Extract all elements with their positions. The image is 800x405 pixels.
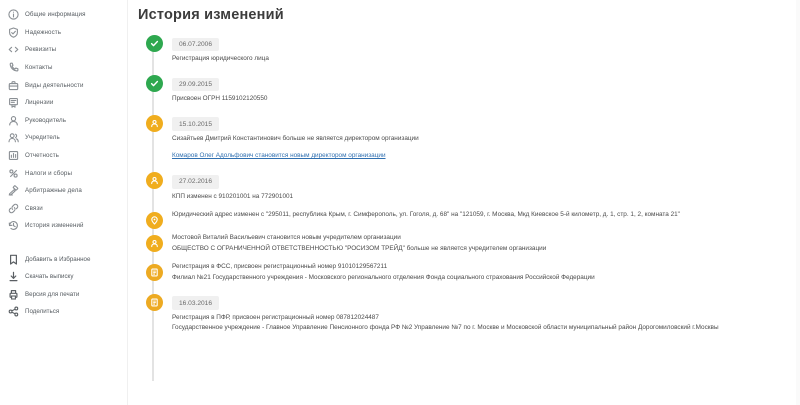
users-icon bbox=[8, 132, 19, 143]
percent-icon bbox=[8, 168, 19, 179]
sidebar-divider bbox=[4, 235, 127, 249]
sidebar-item-label: Руководитель bbox=[25, 116, 67, 124]
info-circle-icon bbox=[8, 9, 19, 20]
event-date: 16.03.2016 bbox=[172, 296, 219, 309]
event-text: ОБЩЕСТВО С ОГРАНИЧЕННОЙ ОТВЕТСТВЕННОСТЬЮ "РОСИЗОМ ТРЕЙД" больше не является учредителем организации bbox=[172, 244, 547, 252]
sidebar-item-6[interactable] bbox=[4, 94, 127, 112]
sidebar-item-9[interactable] bbox=[4, 147, 127, 165]
main-content bbox=[128, 0, 800, 405]
timeline-marker-person-icon bbox=[146, 115, 163, 132]
timeline-event bbox=[138, 170, 800, 209]
sidebar-item-label: Контакты bbox=[25, 64, 53, 72]
sidebar-item-label: Реквизиты bbox=[25, 46, 57, 54]
share-icon bbox=[8, 306, 19, 317]
sidebar-item-8[interactable] bbox=[4, 129, 127, 147]
change-history-timeline bbox=[128, 33, 800, 341]
event-body bbox=[172, 210, 800, 228]
printer-icon bbox=[8, 289, 19, 300]
sidebar-item-label: Общие информация bbox=[25, 11, 86, 19]
timeline-event bbox=[138, 292, 800, 341]
event-text: Мостовой Виталий Васильевич становится новым учредителем организации bbox=[172, 234, 401, 242]
timeline-marker-doc-icon bbox=[146, 294, 163, 311]
event-text: Филиал №21 Государственного учреждения - Московского регионального отделения Фонда социального страхования Российской Федерации bbox=[172, 274, 595, 282]
timeline-event bbox=[138, 113, 800, 170]
event-body bbox=[172, 192, 800, 210]
event-date: 29.09.2015 bbox=[172, 78, 219, 91]
sidebar-action-4[interactable] bbox=[4, 303, 127, 321]
sidebar-item-label: Связи bbox=[25, 204, 43, 212]
certificate-icon bbox=[8, 97, 19, 108]
sidebar-item-label: Отчетность bbox=[25, 152, 59, 160]
download-icon bbox=[8, 271, 19, 282]
chart-icon bbox=[8, 150, 19, 161]
sidebar-action-3[interactable] bbox=[4, 286, 127, 304]
event-text: Регистрация в ФСС, присвоен регистрационный номер 91010129567211 bbox=[172, 263, 388, 271]
page-title: История изменений bbox=[138, 7, 284, 23]
timeline-marker-check-icon bbox=[146, 35, 163, 52]
sidebar-item-label: Виды деятельности bbox=[25, 81, 84, 89]
sidebar-item-5[interactable] bbox=[4, 76, 127, 94]
sidebar-item-11[interactable] bbox=[4, 182, 127, 200]
event-body bbox=[172, 313, 800, 341]
link-icon bbox=[8, 203, 19, 214]
sidebar-item-13[interactable] bbox=[4, 217, 127, 235]
sidebar-action-label: Скачать выписку bbox=[25, 273, 74, 281]
sidebar-item-3[interactable] bbox=[4, 41, 127, 59]
sidebar-action-1[interactable] bbox=[4, 251, 127, 269]
sidebar-item-2[interactable] bbox=[4, 24, 127, 42]
sidebar-action-label: Поделиться bbox=[25, 308, 60, 316]
sidebar-item-label: Лицензии bbox=[25, 99, 54, 107]
timeline-event bbox=[138, 233, 800, 261]
sidebar-item-label: Учредитель bbox=[25, 134, 60, 142]
sidebar-item-7[interactable] bbox=[4, 112, 127, 130]
event-body bbox=[172, 54, 800, 72]
sidebar-item-10[interactable] bbox=[4, 164, 127, 182]
sidebar-nav bbox=[4, 6, 127, 235]
code-icon bbox=[8, 44, 19, 55]
event-body bbox=[172, 94, 800, 112]
sidebar-action-label: Добавить в Избранное bbox=[25, 255, 91, 263]
briefcase-icon bbox=[8, 80, 19, 91]
timeline-event bbox=[138, 73, 800, 112]
event-body bbox=[172, 233, 800, 261]
sidebar-item-label: Надежность bbox=[25, 28, 62, 36]
phone-icon bbox=[8, 62, 19, 73]
sidebar-action-2[interactable] bbox=[4, 268, 127, 286]
bookmark-icon bbox=[8, 254, 19, 265]
user-icon bbox=[8, 115, 19, 126]
page-scrollbar[interactable] bbox=[796, 0, 800, 405]
timeline-marker-doc-icon bbox=[146, 264, 163, 281]
timeline-event bbox=[138, 210, 800, 232]
history-icon bbox=[8, 220, 19, 231]
event-body bbox=[172, 134, 800, 170]
event-text: Регистрация юридического лица bbox=[172, 55, 269, 63]
event-text: Присвоен ОГРН 1159102120550 bbox=[172, 94, 268, 102]
sidebar-item-1[interactable] bbox=[4, 6, 127, 24]
event-link[interactable]: Комаров Олег Адольфович становится новым директором организации bbox=[172, 152, 386, 160]
event-text: Юридический адрес изменен с "295011, республика Крым, г. Симферополь, ул. Гоголя, д. 68" на "121059, г. Москва, Мкд Киевское 5-й километр, д. 1, стр. 1, 2, комната 21" bbox=[172, 211, 680, 219]
gavel-icon bbox=[8, 185, 19, 196]
sidebar-actions bbox=[4, 249, 127, 321]
timeline-marker-person-icon bbox=[146, 235, 163, 252]
timeline-marker-location-icon bbox=[146, 212, 163, 229]
sidebar bbox=[0, 0, 128, 405]
sidebar-item-label: Налоги и сборы bbox=[25, 169, 73, 177]
sidebar-item-4[interactable] bbox=[4, 59, 127, 77]
event-body bbox=[172, 262, 800, 290]
timeline-marker-check-icon bbox=[146, 75, 163, 92]
event-date: 15.10.2015 bbox=[172, 117, 219, 130]
timeline-event bbox=[138, 262, 800, 290]
shield-check-icon bbox=[8, 27, 19, 38]
timeline-marker-person-icon bbox=[146, 172, 163, 189]
event-date: 27.02.2016 bbox=[172, 175, 219, 188]
timeline-events bbox=[138, 33, 800, 341]
sidebar-item-label: История изменений bbox=[25, 222, 84, 230]
event-text: Сизайтьев Дмитрий Константинович больше не является директором организации bbox=[172, 134, 419, 142]
event-text: КПП изменен с 910201001 на 772901001 bbox=[172, 192, 294, 200]
sidebar-item-12[interactable] bbox=[4, 200, 127, 218]
event-text: Государственное учреждение - Главное Управление Пенсионного фонда РФ №2 Управление №7 по г. Москве и Московской области муниципальный район Дорогомиловский г.Москвы bbox=[172, 324, 719, 332]
event-date: 06.07.2006 bbox=[172, 38, 219, 51]
sidebar-item-label: Арбитражные дела bbox=[25, 187, 82, 195]
event-text: Регистрация в ПФР, присвоен регистрационный номер 087812024487 bbox=[172, 313, 379, 321]
timeline-event bbox=[138, 33, 800, 72]
sidebar-action-label: Версия для печати bbox=[25, 290, 80, 298]
